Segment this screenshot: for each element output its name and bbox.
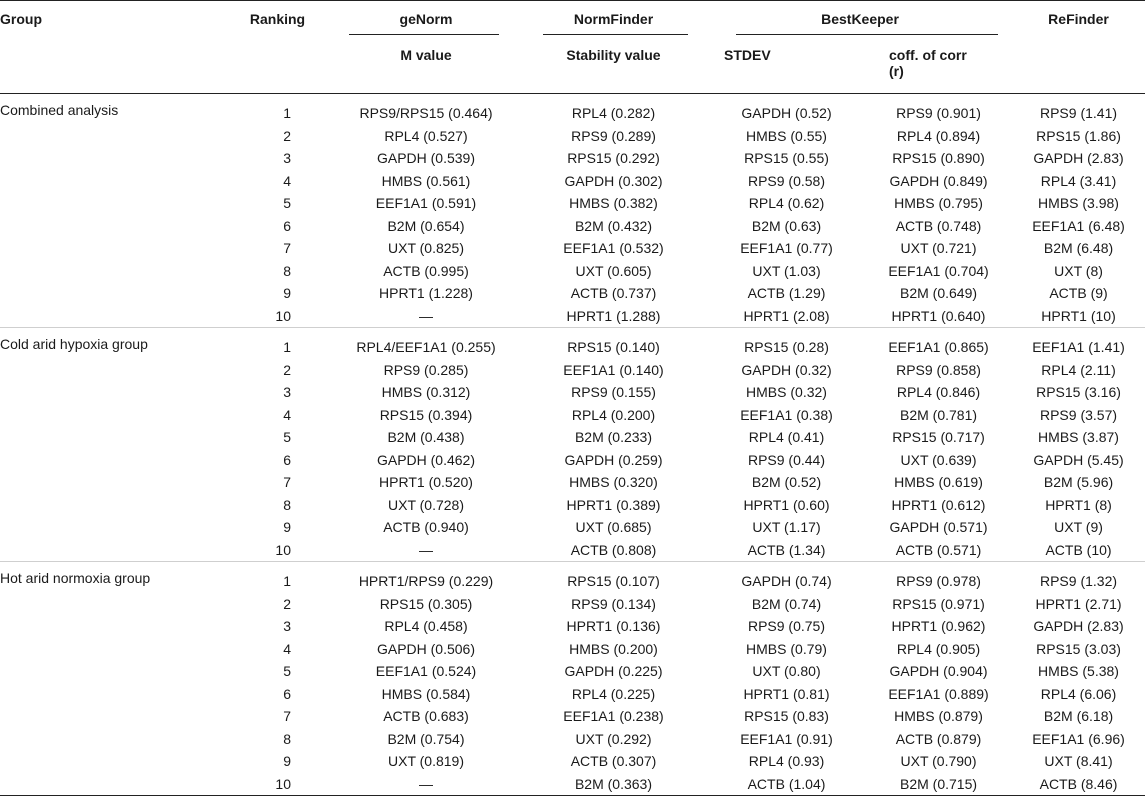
stdev-cell: GAPDH (0.74) [708, 562, 865, 593]
corr-cell: EEF1A1 (0.889) [888, 685, 989, 702]
table-row [0, 426, 1145, 449]
rank-cell: 7 [283, 708, 291, 725]
stdev-cell: UXT (1.17) [752, 519, 821, 536]
genorm-cell: ACTB (0.683) [383, 708, 469, 725]
genorm-cell: RPL4/EEF1A1 (0.255) [333, 328, 519, 359]
corr-cell: EEF1A1 (0.865) [865, 328, 1012, 359]
normfinder-cell: B2M (0.233) [574, 429, 653, 446]
group-blank [0, 404, 222, 427]
refinder-cell: EEF1A1 (6.48) [1032, 217, 1125, 234]
corr-cell: GAPDH (0.904) [889, 663, 988, 680]
group-name: Combined analysis [0, 102, 119, 118]
table-header [0, 1, 1145, 94]
normfinder-cell: RPS15 (0.292) [567, 150, 660, 167]
normfinder-cell: HMBS (0.200) [569, 640, 658, 657]
genorm-cell: — [419, 541, 433, 558]
table-row [0, 215, 1145, 238]
group-blank [0, 660, 222, 683]
table-row [0, 516, 1145, 539]
table-row [0, 471, 1145, 494]
refinder-cell: HPRT1 (10) [1041, 307, 1116, 324]
group-blank [0, 125, 222, 148]
genorm-cell: GAPDH (0.506) [376, 640, 476, 657]
refinder-cell: UXT (8.41) [1044, 753, 1113, 770]
table-row [0, 750, 1145, 773]
stdev-cell: RPS9 (0.58) [747, 172, 826, 189]
group-blank [0, 381, 222, 404]
group-blank [0, 147, 222, 170]
stdev-cell: RPS15 (0.55) [744, 150, 829, 167]
stdev-cell: HMBS (0.32) [746, 384, 827, 401]
table-row [0, 328, 1145, 359]
header-group-blank [0, 37, 222, 94]
rank-cell: 4 [283, 640, 291, 657]
table-row [0, 773, 1145, 796]
header-bestkeeper: BestKeeper [708, 1, 1012, 38]
corr-cell: UXT (0.790) [900, 753, 977, 770]
genorm-cell: RPS15 (0.305) [379, 595, 473, 612]
refinder-cell: B2M (5.96) [1043, 474, 1114, 491]
genorm-cell: RPL4 (0.458) [384, 618, 468, 635]
stdev-cell: RPS15 (0.83) [744, 708, 829, 725]
table-row [0, 494, 1145, 517]
normfinder-cell: HPRT1 (1.288) [566, 307, 661, 324]
table-row [0, 260, 1145, 283]
refinder-cell: UXT (9) [1054, 519, 1103, 536]
corr-cell: B2M (0.715) [865, 773, 1012, 796]
refinder-cell: EEF1A1 (6.96) [1032, 730, 1125, 747]
rank-cell: 10 [222, 773, 333, 796]
rank-cell: 4 [283, 406, 291, 423]
refinder-cell: RPS9 (1.32) [1012, 562, 1145, 593]
header-refinder: ReFinder [1012, 1, 1145, 38]
header-stability-value: Stability value [519, 37, 708, 94]
corr-cell: EEF1A1 (0.704) [888, 262, 989, 279]
corr-cell: ACTB (0.748) [895, 217, 982, 234]
normfinder-cell: ACTB (0.307) [570, 753, 657, 770]
stdev-cell: EEF1A1 (0.91) [740, 730, 833, 747]
normfinder-cell: HPRT1 (0.136) [566, 618, 661, 635]
group-blank [0, 638, 222, 661]
table-row [0, 94, 1145, 125]
normfinder-cell: ACTB (0.808) [570, 541, 657, 558]
genorm-cell: HMBS (0.312) [381, 384, 471, 401]
group-blank [0, 615, 222, 638]
stdev-cell: ACTB (1.34) [747, 541, 826, 558]
corr-cell: RPS15 (0.890) [892, 150, 985, 167]
refinder-cell: RPL4 (6.06) [1040, 685, 1117, 702]
corr-cell: RPS9 (0.978) [865, 562, 1012, 593]
group-blank [0, 192, 222, 215]
stdev-cell: RPS15 (0.28) [708, 328, 865, 359]
header-refinder-blank [1012, 37, 1145, 94]
group-blank [0, 426, 222, 449]
corr-cell: HMBS (0.879) [894, 708, 983, 725]
genorm-cell: UXT (0.819) [388, 753, 464, 770]
normfinder-cell: GAPDH (0.225) [564, 663, 663, 680]
genorm-cell: — [419, 307, 433, 324]
table-row [0, 593, 1145, 616]
normfinder-cell: RPL4 (0.225) [571, 685, 656, 702]
header-genorm: geNorm [333, 1, 519, 38]
refinder-cell: GAPDH (5.45) [1033, 451, 1124, 468]
group-name: Hot arid normoxia group [0, 562, 222, 593]
table-row [0, 562, 1145, 593]
normfinder-cell: GAPDH (0.259) [564, 451, 663, 468]
table-row [0, 728, 1145, 751]
header-normfinder: NormFinder [519, 1, 708, 38]
stdev-cell: GAPDH (0.32) [741, 361, 832, 378]
rank-cell: 2 [283, 595, 291, 612]
stdev-cell: ACTB (1.04) [708, 773, 865, 796]
table-row [0, 192, 1145, 215]
table-row [0, 305, 1145, 328]
stdev-cell: HPRT1 (0.60) [743, 496, 830, 513]
corr-cell: B2M (0.649) [899, 285, 978, 302]
stdev-cell: EEF1A1 (0.38) [740, 406, 833, 423]
corr-cell: UXT (0.721) [900, 240, 977, 257]
corr-cell: B2M (0.781) [899, 406, 978, 423]
group-blank [0, 750, 222, 773]
refinder-cell: ACTB (8.46) [1012, 773, 1145, 796]
group-blank [0, 260, 222, 283]
corr-cell: HMBS (0.795) [894, 195, 983, 212]
group-blank [0, 593, 222, 616]
refinder-cell: UXT (8) [1054, 262, 1103, 279]
genorm-cell: UXT (0.728) [388, 496, 464, 513]
genorm-cell: RPS9/RPS15 (0.464) [359, 105, 493, 122]
normfinder-cell: HMBS (0.320) [569, 474, 658, 491]
corr-cell: RPS9 (0.858) [896, 361, 981, 378]
group-blank [0, 683, 222, 706]
rank-cell: 5 [283, 429, 291, 446]
genorm-cell: RPS9 (0.285) [383, 361, 469, 378]
normfinder-cell: ACTB (0.737) [570, 285, 657, 302]
corr-cell: UXT (0.639) [900, 451, 977, 468]
header-stdev: STDEV [708, 37, 865, 94]
rank-cell: 5 [283, 195, 291, 212]
genorm-rule [349, 34, 499, 35]
stdev-cell: HPRT1 (0.81) [743, 685, 830, 702]
refinder-cell: HMBS (3.87) [1038, 429, 1119, 446]
table-row [0, 449, 1145, 472]
genorm-cell: RPS15 (0.394) [379, 406, 473, 423]
stdev-cell: UXT (1.03) [752, 262, 821, 279]
normfinder-rule [543, 34, 688, 35]
group-blank [0, 705, 222, 728]
group-blank [0, 539, 222, 562]
normfinder-cell: UXT (0.605) [575, 262, 652, 279]
stdev-cell: HMBS (0.79) [746, 640, 827, 657]
corr-cell: RPL4 (0.846) [896, 384, 981, 401]
normfinder-cell: B2M (0.432) [574, 217, 653, 234]
stdev-cell: B2M (0.63) [751, 217, 822, 234]
group-blank [0, 215, 222, 238]
stdev-cell: RPL4 (0.41) [748, 429, 825, 446]
corr-cell: GAPDH (0.571) [889, 519, 988, 536]
corr-cell: HMBS (0.619) [894, 474, 983, 491]
refinder-cell: EEF1A1 (1.41) [1012, 328, 1145, 359]
corr-cell: RPS15 (0.717) [892, 429, 985, 446]
refinder-cell: B2M (6.18) [1043, 708, 1114, 725]
group-blank [0, 170, 222, 193]
rank-cell: 3 [283, 150, 291, 167]
normfinder-cell: RPS9 (0.289) [571, 127, 656, 144]
refinder-cell: ACTB (9) [1049, 285, 1108, 302]
table-row [0, 615, 1145, 638]
refinder-cell: RPS15 (3.03) [1036, 640, 1121, 657]
normfinder-cell: HMBS (0.382) [569, 195, 658, 212]
genorm-cell: HPRT1/RPS9 (0.229) [333, 562, 519, 593]
normfinder-cell: RPS15 (0.140) [519, 328, 708, 359]
genorm-cell: UXT (0.825) [388, 240, 464, 257]
stdev-cell: B2M (0.74) [751, 595, 822, 612]
header-ranking: Ranking [222, 1, 333, 38]
normfinder-cell: UXT (0.685) [575, 519, 652, 536]
stdev-cell: HPRT1 (2.08) [743, 307, 830, 324]
rank-cell: 3 [283, 618, 291, 635]
stdev-cell: B2M (0.52) [751, 474, 822, 491]
stdev-cell: HMBS (0.55) [746, 127, 827, 144]
normfinder-cell: EEF1A1 (0.532) [563, 240, 664, 257]
header-m-value: M value [333, 37, 519, 94]
corr-cell: HPRT1 (0.640) [891, 307, 986, 324]
rank-cell: 6 [283, 685, 291, 702]
normfinder-cell: RPS9 (0.155) [571, 384, 656, 401]
stdev-cell: RPL4 (0.93) [748, 753, 825, 770]
group-blank [0, 516, 222, 539]
refinder-cell: RPL4 (3.41) [1040, 172, 1117, 189]
rank-cell: 9 [283, 753, 291, 770]
table-row [0, 381, 1145, 404]
refinder-cell: RPL4 (2.11) [1041, 361, 1116, 378]
rank-cell: 5 [283, 663, 291, 680]
table-row [0, 539, 1145, 562]
genorm-cell: ACTB (0.995) [383, 262, 469, 279]
rank-cell: 10 [275, 541, 291, 558]
rank-cell: 2 [283, 361, 291, 378]
normfinder-cell: HPRT1 (0.389) [566, 496, 661, 513]
refinder-cell: GAPDH (2.83) [1033, 150, 1124, 167]
corr-cell: HPRT1 (0.612) [891, 496, 986, 513]
stdev-cell: UXT (0.80) [752, 663, 821, 680]
bestkeeper-rule [736, 34, 998, 35]
rank-cell: 9 [283, 285, 291, 302]
genorm-cell: GAPDH (0.462) [376, 451, 476, 468]
refinder-cell: HMBS (5.38) [1038, 663, 1119, 680]
corr-cell: RPL4 (0.894) [896, 127, 981, 144]
rank-cell: 2 [283, 127, 291, 144]
genorm-cell: GAPDH (0.539) [376, 150, 476, 167]
refinder-cell: HMBS (3.98) [1038, 195, 1119, 212]
genorm-cell: — [333, 773, 519, 796]
genorm-cell: EEF1A1 (0.524) [375, 663, 477, 680]
rank-cell: 8 [283, 730, 291, 747]
normfinder-cell: B2M (0.363) [519, 773, 708, 796]
refinder-cell: HPRT1 (2.71) [1035, 595, 1122, 612]
stdev-cell: RPS9 (0.75) [747, 618, 826, 635]
normfinder-cell: EEF1A1 (0.140) [563, 361, 664, 378]
rank-cell: 3 [283, 384, 291, 401]
header-group: Group [0, 1, 222, 38]
rank-cell: 4 [283, 172, 291, 189]
normfinder-cell: RPS15 (0.107) [519, 562, 708, 593]
stdev-cell: RPL4 (0.62) [748, 195, 825, 212]
refinder-cell: RPS15 (1.86) [1036, 127, 1121, 144]
header-coff-corr: coff. of corr (r) [865, 37, 1012, 94]
group-blank [0, 773, 222, 796]
table-row [0, 660, 1145, 683]
rank-cell: 8 [283, 262, 291, 279]
genorm-cell: HPRT1 (0.520) [379, 474, 473, 491]
refinder-cell: RPS9 (3.57) [1039, 406, 1118, 423]
stdev-cell: EEF1A1 (0.77) [740, 240, 833, 257]
rank-cell: 9 [283, 519, 291, 536]
group-blank [0, 359, 222, 382]
genorm-cell: B2M (0.654) [387, 217, 465, 234]
table-row [0, 282, 1145, 305]
genorm-cell: EEF1A1 (0.591) [375, 195, 477, 212]
rank-cell: 7 [283, 474, 291, 491]
genorm-cell: HPRT1 (1.228) [379, 285, 473, 302]
normfinder-cell: UXT (0.292) [575, 730, 652, 747]
header-ranking-blank [222, 37, 333, 94]
corr-cell: GAPDH (0.849) [889, 172, 988, 189]
genorm-cell: B2M (0.754) [387, 730, 465, 747]
rank-cell: 1 [222, 562, 333, 593]
group-name: Cold arid hypoxia group [0, 328, 222, 359]
stdev-cell: RPS9 (0.44) [747, 451, 826, 468]
group-blank [0, 282, 222, 305]
table-row [0, 359, 1145, 382]
normfinder-cell: EEF1A1 (0.238) [563, 708, 664, 725]
normfinder-cell: RPS9 (0.134) [571, 595, 656, 612]
corr-cell: RPS9 (0.901) [896, 105, 981, 122]
table-row [0, 638, 1145, 661]
group-blank [0, 471, 222, 494]
rank-cell: 6 [283, 451, 291, 468]
rank-cell: 7 [283, 240, 291, 257]
rank-cell: 1 [283, 105, 291, 122]
genorm-cell: HMBS (0.584) [381, 685, 471, 702]
refinder-cell: RPS9 (1.41) [1039, 105, 1118, 122]
genorm-cell: RPL4 (0.527) [384, 127, 468, 144]
normfinder-cell: RPL4 (0.200) [571, 406, 656, 423]
group-blank [0, 305, 222, 328]
refinder-cell: B2M (6.48) [1043, 240, 1114, 257]
refinder-cell: HPRT1 (8) [1045, 496, 1112, 513]
group-blank [0, 449, 222, 472]
corr-cell: ACTB (0.879) [895, 730, 982, 747]
group-blank [0, 728, 222, 751]
refinder-cell: ACTB (10) [1045, 541, 1112, 558]
rank-cell: 6 [283, 217, 291, 234]
table-row [0, 683, 1145, 706]
rank-cell: 8 [283, 496, 291, 513]
corr-cell: RPS15 (0.971) [892, 595, 985, 612]
genorm-cell: B2M (0.438) [387, 429, 465, 446]
table-row [0, 705, 1145, 728]
genorm-cell: ACTB (0.940) [383, 519, 469, 536]
table-body [0, 94, 1145, 796]
corr-cell: RPL4 (0.905) [896, 640, 981, 657]
normfinder-cell: GAPDH (0.302) [564, 172, 663, 189]
stdev-cell: ACTB (1.29) [747, 285, 826, 302]
table-row [0, 170, 1145, 193]
group-blank [0, 494, 222, 517]
refinder-cell: GAPDH (2.83) [1033, 618, 1124, 635]
corr-cell: HPRT1 (0.962) [891, 618, 986, 635]
table-row [0, 404, 1145, 427]
corr-cell: ACTB (0.571) [895, 541, 982, 558]
genorm-cell: HMBS (0.561) [381, 172, 471, 189]
table-row [0, 147, 1145, 170]
refinder-cell: RPS15 (3.16) [1036, 384, 1121, 401]
normfinder-cell: RPL4 (0.282) [571, 105, 656, 122]
table-row [0, 237, 1145, 260]
rank-cell: 10 [275, 307, 291, 324]
rank-cell: 1 [222, 328, 333, 359]
stdev-cell: GAPDH (0.52) [741, 105, 832, 122]
group-blank [0, 237, 222, 260]
table-row [0, 125, 1145, 148]
